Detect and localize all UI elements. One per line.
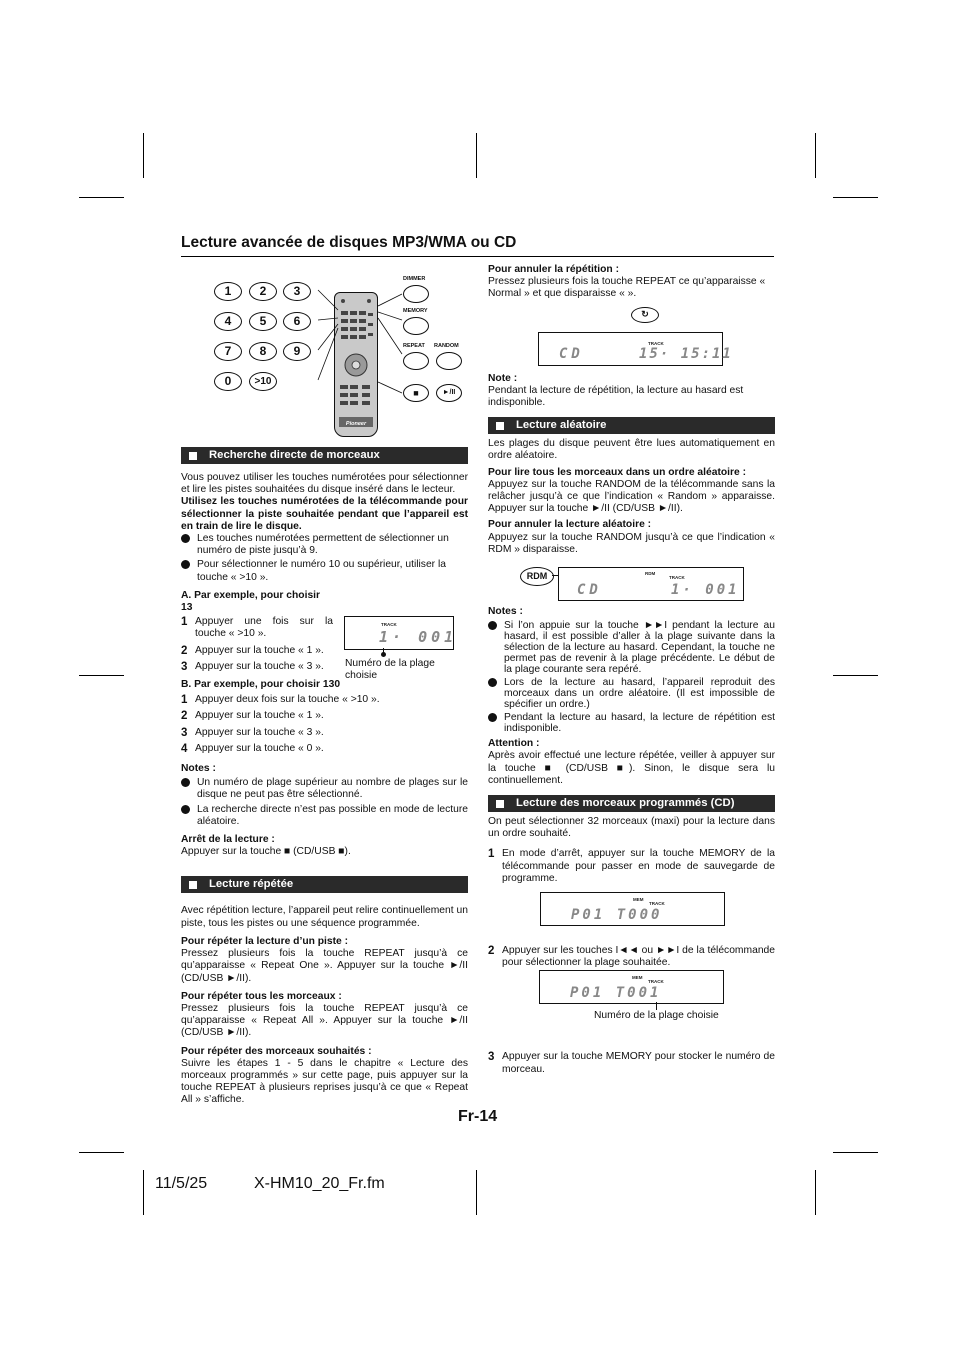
s2-p3-title: Pour répéter des morceaux souhaités : (181, 1045, 372, 1057)
s4-intro: On peut sélectionner 32 morceaux (maxi) pour la lecture dans un ordre souhaité. (488, 816, 775, 840)
repeat-icon: ↻ (631, 307, 659, 323)
key-over-10: >10 (249, 372, 277, 391)
s3-p2-title: Pour annuler la lecture aléatoire : (488, 519, 652, 531)
bullet-icon (488, 621, 497, 630)
step-item: 4 Appuyer sur la touche « 0 ». (181, 742, 324, 755)
stop-text: Appuyer sur la touche ■ (CD/USB ■). (181, 846, 351, 858)
lcd-display-program-2 (539, 970, 724, 1004)
lcd2-caption: Numéro de la plage choisie (594, 1010, 719, 1021)
lcd-pointer (656, 1002, 657, 1010)
list-item: Un numéro de plage supérieur au nombre de plages sur le disque ne peut pas être sélectionné. (181, 777, 468, 801)
stop-title: Arrêt de la lecture : (181, 834, 275, 846)
crop-mark (833, 675, 878, 676)
list-item: Pour sélectionner le numéro 10 ou supérieur, utiliser la touche « >10 ». (181, 559, 468, 583)
dimmer-label: DIMMER (403, 276, 426, 282)
right-column (488, 264, 775, 1076)
s2-p2-title: Pour répéter tous les morceaux : (181, 990, 342, 1002)
heading-square-icon (189, 452, 197, 460)
key-1: 1 (214, 282, 242, 301)
step-item: 2 Appuyer sur la touche « 1 ». (181, 644, 324, 657)
lcd-track-label: TRACK (649, 901, 665, 906)
crop-mark (143, 133, 144, 178)
section-heading-aleatoire: Lecture aléatoire (488, 417, 775, 434)
r1-note-text: Pendant la lecture de répétition, la lecture au hasard est indisponible. (488, 384, 744, 409)
list-item: Les touches numérotées permettent de sélectionner un numéro de piste jusqu’à 9. (181, 533, 468, 557)
lcd-text: 1· 001 (379, 628, 458, 646)
heading-square-icon (189, 881, 197, 889)
bullet-icon (181, 534, 190, 543)
heading-square-icon (496, 422, 504, 430)
lcd-track-label: TRACK (381, 622, 397, 627)
key-6: 6 (283, 312, 311, 331)
lcd-rdm-label: RDM (645, 571, 656, 576)
footer-date: 11/5/25 (155, 1175, 208, 1192)
lcd-track-label: TRACK (669, 575, 685, 580)
list-item: Si l’on appuie sur la touche ►►I pendant la lecture au hasard, il est possible d’aller à la plage suivante dans la sélection de la lecture au hasard. Cependant, la touche ne permet pas de revenir à la plage précédente. Le début de la plage courante sera repéré. (488, 620, 775, 675)
lcd-right-text: 1· 001 (671, 582, 740, 598)
bullet-icon (181, 560, 190, 569)
crop-mark (79, 1152, 124, 1153)
crop-mark (476, 1170, 477, 1215)
crop-mark (815, 1170, 816, 1215)
list-item: La recherche directe n’est pas possible en mode de lecture aléatoire. (181, 804, 468, 828)
lcd-track-label: TRACK (648, 341, 664, 346)
remote-illustration (210, 272, 470, 438)
crop-mark (79, 197, 124, 198)
key-8: 8 (249, 342, 277, 361)
play-pause-button: ►/II (436, 384, 462, 402)
lcd-right-text: 15· 15:11 (639, 346, 733, 362)
rdm-badge: RDM (520, 567, 554, 586)
s3-att-title: Attention : (488, 738, 540, 750)
section-heading-repetee: Lecture répétée (181, 876, 468, 893)
key-9: 9 (283, 342, 311, 361)
lcd-display-direct (344, 616, 458, 650)
repeat-label: REPEAT (403, 343, 425, 349)
remote-body (334, 292, 378, 437)
heading-square-icon (496, 800, 504, 808)
key-3: 3 (283, 282, 311, 301)
lcd-text: P01 T001 (570, 985, 662, 1001)
s1-intro: Vous pouvez utiliser les touches numérotées pour sélectionner et lire les pistes souhaitées du disque inséré dans le lecteur. (181, 472, 468, 496)
list-item: Pendant la lecture au hasard, la lecture de répétition est indisponible. (488, 712, 775, 734)
example-b-title: B. Par exemple, pour choisir 130 (181, 679, 341, 691)
step-item: 3 Appuyer sur la touche « 3 ». (181, 660, 324, 673)
crop-mark (833, 197, 878, 198)
crop-mark (79, 675, 124, 676)
s2-p2-text: Pressez plusieurs fois la touche REPEAT jusqu’à ce qu’apparaisse « Repeat All ». Appuyer sur la touche ►/II (CD/USB ►/II). (181, 1002, 468, 1039)
page-title: Lecture avancée de disques MP3/WMA ou CD (181, 234, 517, 251)
key-0: 0 (214, 372, 242, 391)
lcd-track-label: TRACK (648, 979, 664, 984)
lcd-caption: Numéro de la plage choisie (345, 658, 435, 681)
crop-mark (833, 1152, 878, 1153)
lcd-left-text: CD (577, 582, 602, 598)
step-item: 1 Appuyer une fois sur la touche « >10 ». (181, 616, 333, 640)
s2-p3-text: Suivre les étapes 1 - 5 dans le chapitre « Lecture des morceaux programmés » sur cette page, puis appuyer sur la touche REPEAT à plusieurs reprises jusqu’à ce que « Repeat All » s’affiche. (181, 1057, 468, 1106)
brand-logo: Pioneer (345, 421, 367, 427)
memory-button (403, 317, 429, 335)
bullet-icon (488, 713, 497, 722)
key-2: 2 (249, 282, 277, 301)
s2-p1-text: Pressez plusieurs fois la touche REPEAT jusqu’à ce qu’apparaisse « Repeat One ». Appuyer sur la touche ►/II (CD/USB ►/II). (181, 948, 468, 984)
crop-mark (815, 133, 816, 178)
s3-p2-text: Appuyez sur la touche RANDOM jusqu’à ce que l’indication « RDM » disparaisse. (488, 531, 775, 555)
crop-mark (476, 133, 477, 178)
section-heading-programmes: Lecture des morceaux programmés (CD) (488, 795, 775, 812)
s2-intro: Avec répétition lecture, l’appareil peut relire continuellement un piste, tous les pistes ou une séquence programmée. (181, 905, 468, 929)
s3-notes-title: Notes : (488, 606, 523, 618)
step-item: 1 Appuyer deux fois sur la touche « >10 ». (181, 694, 380, 707)
key-4: 4 (214, 312, 242, 331)
r1-cancel-text: Pressez plusieurs fois la touche REPEAT ce qu’apparaisse « Normal » et que disparaisse « ». (488, 276, 766, 300)
list-item: Lors de la lecture au hasard, l’appareil reproduit des morceaux dans un ordre aléatoire. (Il est impossible de spécifier un ordre.) (488, 677, 775, 710)
s3-att-text: Après avoir effectué une lecture répétée, veiller à appuyer sur la touche ■ (CD/USB ■). Sinon, le disque sera lu continuellement. (488, 750, 775, 786)
left-column (181, 447, 468, 1107)
notes-title: Notes : (181, 763, 216, 775)
repeat-button (403, 352, 429, 370)
step-item: 2 Appuyer sur la touche « 1 ». (181, 710, 324, 723)
step-item: 3 Appuyer sur la touche MEMORY pour stocker le numéro de morceau. (488, 1051, 775, 1075)
lcd-left-text: CD (559, 346, 584, 362)
s2-p1-title: Pour répéter la lecture d’un piste : (181, 935, 349, 947)
lcd-text: P01 T000 (571, 907, 663, 923)
bullet-icon (181, 805, 190, 814)
r1-note-title: Note : (488, 372, 518, 384)
bullet-icon (488, 678, 497, 687)
r1-cancel-title: Pour annuler la répétition : (488, 264, 620, 275)
s1-bold-intro: Utilisez les touches numérotées de la télécommande pour sélectionner la piste souhaitée pendant que l’appareil est en train de lire le disque. (181, 496, 468, 532)
memory-label: MEMORY (403, 308, 428, 314)
step-item: 3 Appuyer sur la touche « 3 ». (181, 726, 324, 739)
step-item: 2 Appuyer sur les touches I◄◄ ou ►►I de la télécommande pour sélectionner la plage souhaitée. (488, 945, 775, 969)
random-label: RANDOM (434, 343, 459, 349)
lcd-mem-label: MEM (632, 975, 643, 980)
random-button (436, 352, 462, 370)
section-heading-recherche: Recherche directe de morceaux (181, 447, 468, 464)
s3-intro: Les plages du disque peuvent être lues automatiquement en ordre aléatoire. (488, 438, 775, 462)
stop-button: ■ (403, 384, 429, 402)
footer-filename: X-HM10_20_Fr.fm (254, 1175, 385, 1192)
title-rule (181, 256, 774, 257)
lcd-pointer-dot (381, 652, 386, 657)
step-item: 1 En mode d’arrêt, appuyer sur la touche MEMORY de la télécommande pour passer en mode de sauvegarde de programme. (488, 848, 775, 884)
lcd-display-random (558, 567, 744, 601)
example-a-title: A. Par exemple, pour choisir 13 (181, 589, 321, 614)
lcd-mem-label: MEM (633, 897, 644, 902)
key-5: 5 (249, 312, 277, 331)
s3-p1-title: Pour lire tous les morceaux dans un ordre aléatoire : (488, 466, 747, 478)
key-7: 7 (214, 342, 242, 361)
bullet-icon (181, 778, 190, 787)
dimmer-button (403, 285, 429, 303)
lcd-display-program-1 (540, 892, 725, 926)
lcd-display-repeat (538, 332, 733, 366)
page-number: Fr-14 (458, 1108, 498, 1125)
crop-mark (143, 1170, 144, 1215)
s3-p1-text: Appuyez sur la touche RANDOM de la télécommande sans la relâcher jusqu’à ce que l’indication « Random » apparaisse. Appuyer sur la touche ►/II (CD/USB ►/II). (488, 478, 775, 515)
